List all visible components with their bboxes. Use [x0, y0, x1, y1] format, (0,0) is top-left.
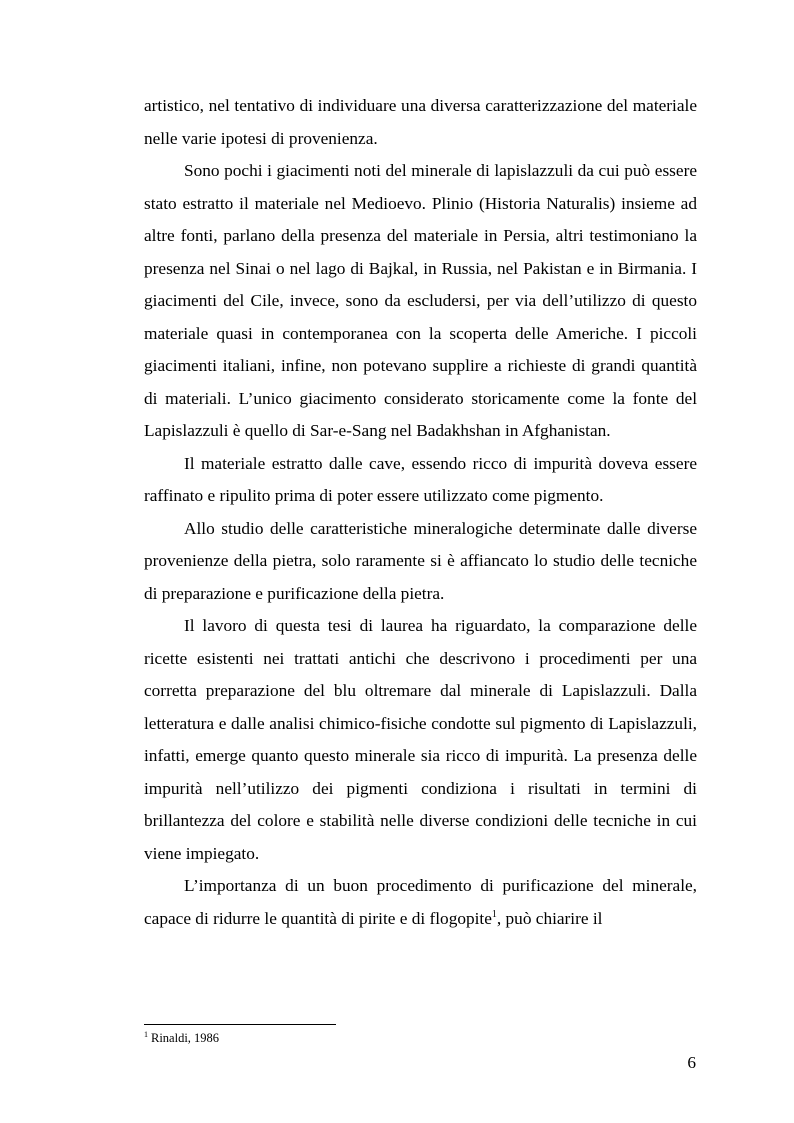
paragraph-studio-caratteristiche: Allo studio delle caratteristiche mineralogiche determinate dalle diverse provenienze della pietra, solo raramente si è affiancato lo studio delle tecniche di preparazione e purificazione della pietra. [144, 518, 697, 603]
footnote-separator [144, 1024, 336, 1025]
paragraph-giacimenti: Sono pochi i giacimenti noti del minerale di lapislazzuli da cui può essere stato estratto il materiale nel Medioevo. Plinio (Historia Naturalis) insieme ad altre fonti, parlano della presenza del materiale in Persia, altri testimoniano la presenza nel Sinai o nel lago di Bajkal, in Russia, nel Pakistan e in Birmania. I giacimenti del Cile, invece, sono da escludersi, per via dell’utilizzo di questo materiale quasi in contemporanea con la scoperta delle Americhe. I piccoli giacimenti italiani, infine, non potevano supplire a richieste di grandi quantità di materiali. L’unico giacimento considerato storicamente come la fonte del Lapislazzuli è quello di Sar-e-Sang nel Badakhshan in Afghanistan. [144, 161, 697, 440]
paragraph-materiale-estratto: Il materiale estratto dalle cave, essendo ricco di impurità doveva essere raffinato e ripulito prima di poter essere utilizzato come pigmento. [144, 453, 697, 505]
footnote-number: 1 [144, 1030, 148, 1039]
paragraph-importanza [144, 870, 697, 935]
paragraph-importanza-text: L’importanza di un buon procedimento di purificazione del minerale, capace di ridurre le quantità di pirite e di flogopite [144, 876, 697, 928]
paragraph-lavoro-tesi: Il lavoro di questa tesi di laurea ha riguardato, la comparazione delle ricette esistenti nei trattati antichi che descrivono i procedimenti per una corretta preparazione del blu oltremare dal minerale di Lapislazzuli. Dalla letteratura e dalle analisi chimico-fisiche condotte sul pigmento di Lapislazzuli, infatti, emerge quanto questo minerale sia ricco di impurità. La presenza delle impurità nell’utilizzo dei pigmenti condiziona i risultati in termini di brillantezza del colore e stabilità nelle diverse condizioni delle tecniche in cui viene impiegato. [144, 616, 697, 863]
page-number: 6 [687, 1053, 696, 1072]
footnote [144, 1030, 219, 1046]
footnote-reference[interactable]: 1 [491, 908, 497, 920]
footnote-text: Rinaldi, 1986 [151, 1031, 220, 1045]
body-text [144, 90, 697, 935]
paragraph-importanza-tail: , può chiarire il [496, 908, 603, 928]
paragraph-continuation: artistico, nel tentativo di individuare una diversa caratterizzazione del materiale nelle varie ipotesi di provenienza. [144, 96, 697, 148]
